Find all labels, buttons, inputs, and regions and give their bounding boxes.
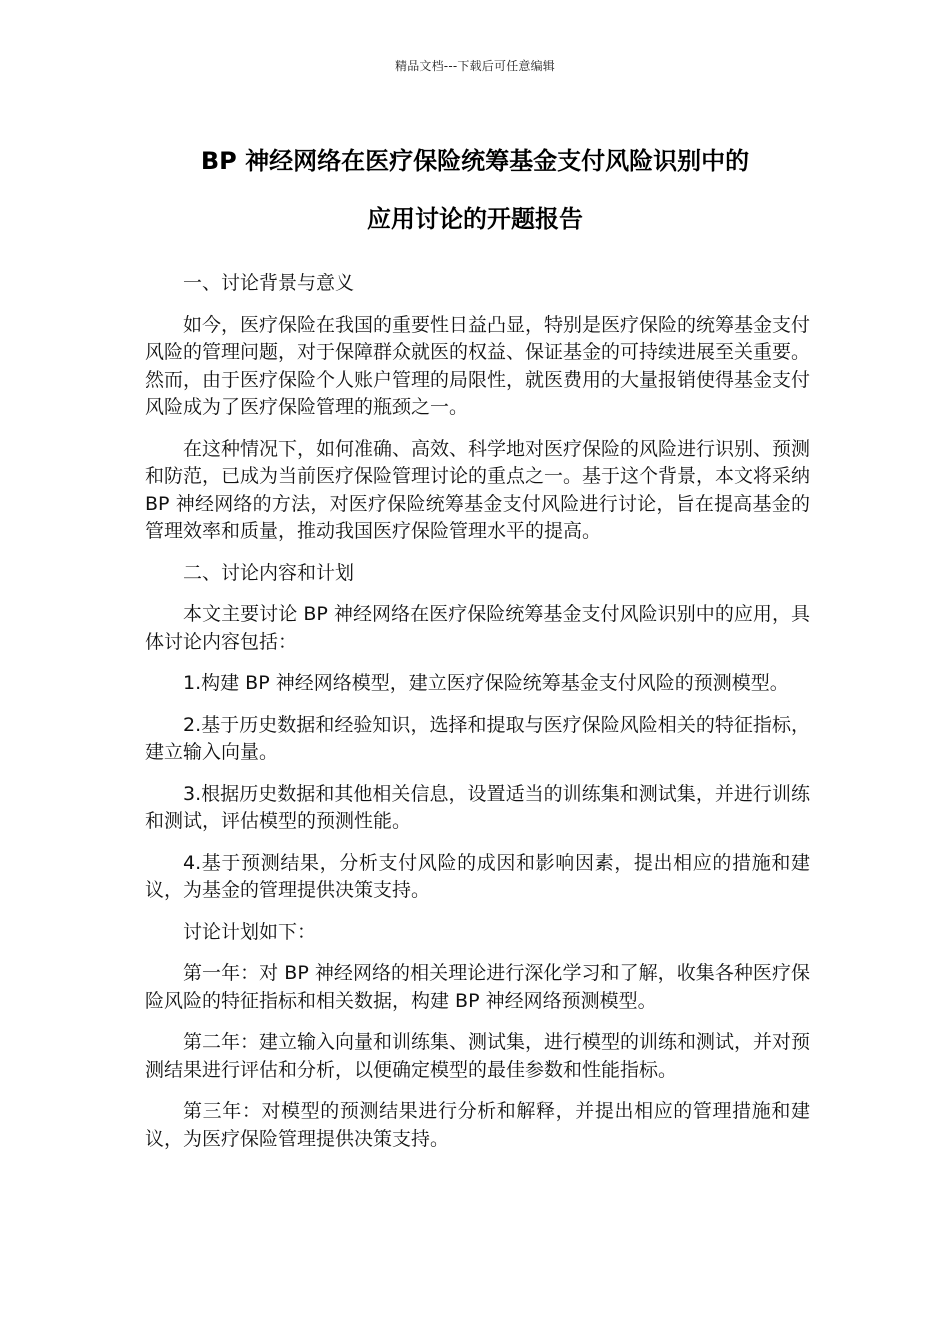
title-line-2: 应用讨论的开题报告 (367, 205, 583, 233)
section-2-item-4: 4.基于预测结果，分析支付风险的成因和影响因素，提出相应的措施和建议，为基金的管理提供决策支持。 (145, 851, 810, 901)
section-2-item-1: 1.构建 BP 神经网络模型，建立医疗保险统筹基金支付风险的预测模型。 (183, 672, 789, 694)
section-2-item-3: 3.根据历史数据和其他相关信息，设置适当的训练集和测试集，并进行训练和测试，评估模型的预测性能。 (145, 782, 810, 832)
plan-year-1: 第一年：对 BP 神经网络的相关理论进行深化学习和了解，收集各种医疗保险风险的特征指标和相关数据，构建 BP 神经网络预测模型。 (145, 962, 810, 1012)
section-1-heading: 一、讨论背景与意义 (183, 272, 355, 294)
title-line-1: BP 神经网络在医疗保险统筹基金支付风险识别中的 (200, 147, 750, 175)
section-1-paragraph-2: 在这种情况下，如何准确、高效、科学地对医疗保险的风险进行识别、预测和防范，已成为当前医疗保险管理讨论的重点之一。基于这个背景，本文将采纳 BP 神经网络的方法，对医疗保险统筹基金支付风险进行讨论，旨在提高基金的管理效率和质量，推动我国医疗保险管理水平的提高。 (145, 437, 811, 542)
plan-year-2: 第二年：建立输入向量和训练集、测试集，进行模型的训练和测试，并对预测结果进行评估和分析，以便确定模型的最佳参数和性能指标。 (145, 1031, 811, 1081)
section-2-heading: 二、讨论内容和计划 (183, 561, 355, 584)
header-note: 精品文档---下载后可任意编辑 (395, 59, 555, 73)
section-2-intro: 本文主要讨论 BP 神经网络在医疗保险统筹基金支付风险识别中的应用，具体讨论内容包括： (145, 603, 810, 653)
document-title (120, 132, 830, 248)
document-body (145, 270, 810, 1167)
section-2-item-2: 2.基于历史数据和经验知识，选择和提取与医疗保险风险相关的特征指标，建立输入向量。 (145, 713, 810, 763)
plan-year-3: 第三年：对模型的预测结果进行分析和解释，并提出相应的管理措施和建议，为医疗保险管理提供决策支持。 (145, 1100, 810, 1150)
section-1-paragraph-1: 如今，医疗保险在我国的重要性日益凸显，特别是医疗保险的统筹基金支付风险的管理问题，对于保障群众就医的权益、保证基金的可持续进展至关重要。然而，由于医疗保险个人账户管理的局限性，就医费用的大量报销使得基金支付风险成为了医疗保险管理的瓶颈之一。 (145, 313, 811, 418)
plan-heading: 讨论计划如下： (183, 920, 317, 943)
